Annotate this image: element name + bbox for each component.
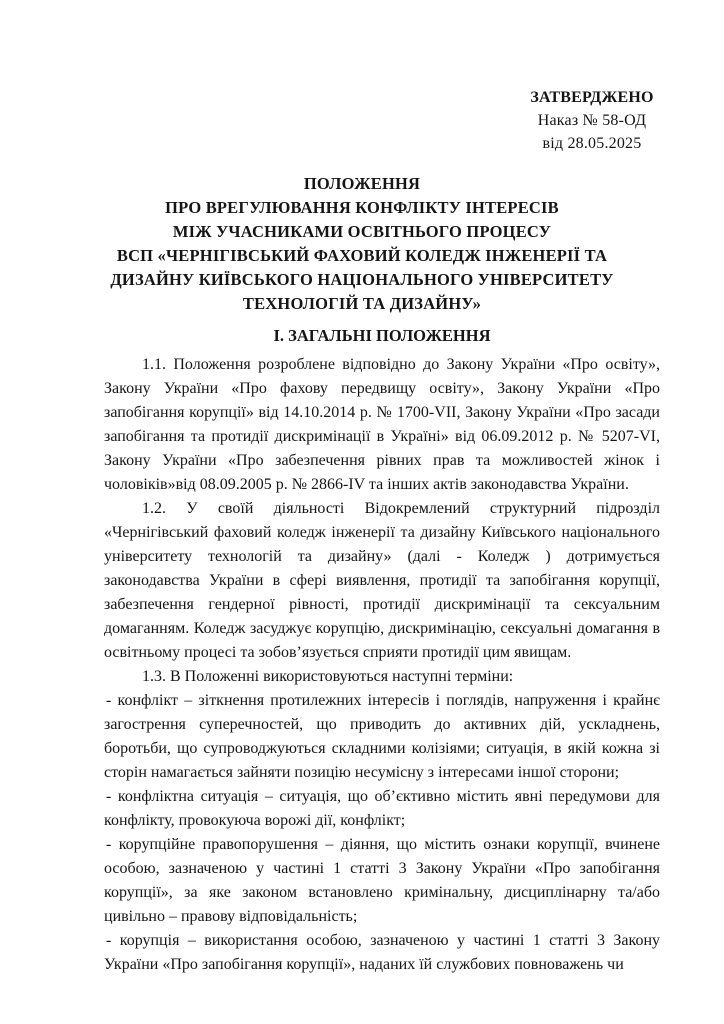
paragraph-1-2: 1.2. У своїй діяльності Відокремлений структурний підрозділ «Чернігівський фаховий коледж інженерії та дизайну Київського національного університету технологій та дизайну» (далі - Коледж ) дотримується законодавства України в сфері виявлення, протидії та запобігання корупції, забезпечення гендерної рівності, протидії дискримінації та сексуальним домаганням. Коледж засуджує корупцію, дискримінацію, сексуальні домагання в освітньому процесі та зобов’язується сприяти протидії цим явищам.: [104, 500, 660, 661]
term-definition-conflict-situation: - конфліктна ситуація – ситуація, що об’єктивно містить явні передумови для конфлікту, провокуюча ворожі дії, конфлікт;: [104, 788, 660, 829]
title-line-6: ТЕХНОЛОГІЙ ТА ДИЗАЙНУ»: [242, 294, 482, 313]
section-1-heading: І. ЗАГАЛЬНІ ПОЛОЖЕННЯ: [273, 326, 491, 345]
title-line-2: ПРО ВРЕГУЛЮВАННЯ КОНФЛІКТУ ІНТЕРЕСІВ: [165, 198, 559, 217]
document-title: [62, 172, 662, 316]
title-line-4: ВСП «ЧЕРНІГІВСЬКИЙ ФАХОВИЙ КОЛЕДЖ ІНЖЕНЕРІЇ ТА: [116, 246, 608, 265]
term-definition-corruption: - корупція – використання особою, зазначеною у частині 1 статті 3 Закону України «Про запобігання корупції», наданих їй службових повноважень чи: [104, 932, 660, 973]
title-line-5: ДИЗАЙНУ КИЇВСЬКОГО НАЦІОНАЛЬНОГО УНІВЕРСИТЕТУ: [110, 270, 614, 289]
approval-stamp: [512, 86, 672, 155]
title-line-3: МІЖ УЧАСНИКАМИ ОСВІТНЬОГО ПРОЦЕСУ: [172, 222, 552, 241]
paragraph-1-1: 1.1. Положення розроблене відповідно до Закону України «Про освіту», Закону України «Про фахову передвищу освіту», Закону України «Про запобігання корупції» від 14.10.2014 р. № 1700-VII, Закону України «Про засади запобігання та протидії дискримінації в Україні» від 06.09.2012 р. № 5207-VI, Закону України «Про забезпечення рівних прав та можливостей жінок і чоловіків»від 08.09.2005 р. № 2866-IV та інших актів законодавства України.: [104, 356, 660, 493]
approval-order-number: Наказ № 58-ОД: [537, 112, 647, 129]
term-definition-corruption-offense: - корупційне правопорушення – діяння, що містить ознаки корупції, вчинене особою, зазначеною у частині 1 статті 3 Закону України «Про запобігання корупції», за яке законом встановлено кримінальну, дисциплінарну та/або цивільно – правову відповідальність;: [104, 836, 660, 925]
title-line-1: ПОЛОЖЕННЯ: [303, 174, 421, 193]
paragraph-1-3: 1.3. В Положенні використовуються наступні терміни:: [142, 668, 514, 685]
approval-order-date: від 28.05.2025: [542, 135, 642, 152]
document-body: [104, 324, 660, 977]
term-definition-conflict: - конфлікт – зіткнення протилежних інтересів і поглядів, напруження і крайнє загострення суперечностей, що приводить до активних дій, ускладнень, боротьби, що супроводжуються складними колізіями; ситуація, в якій кожна зі сторін намагається зайняти позицію несумісну з інтересами іншої сторони;: [104, 692, 660, 781]
approval-approved-label: ЗАТВЕРДЖЕНО: [530, 89, 654, 106]
